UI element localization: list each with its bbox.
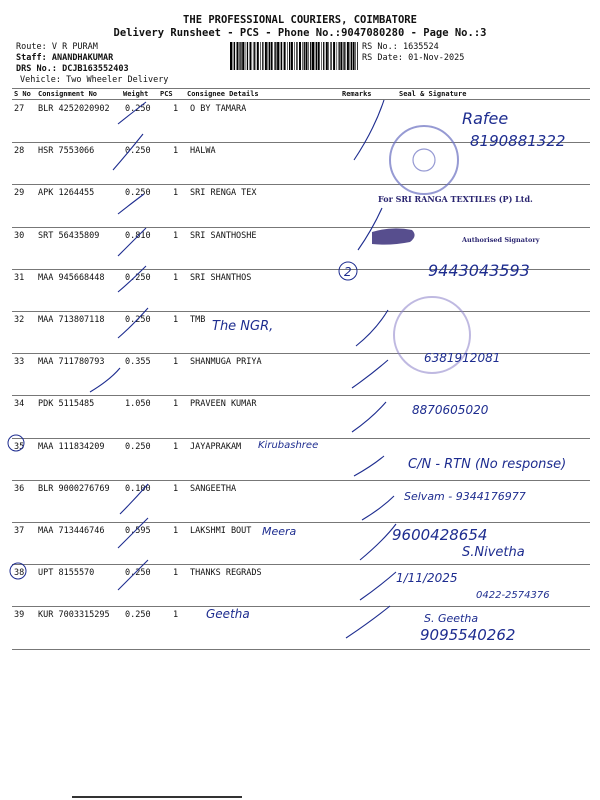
cell-cno: MAA 711780793 — [38, 357, 105, 368]
cell-pcs: 1 — [173, 610, 179, 621]
barcode-bar — [315, 42, 316, 70]
barcode-bar — [265, 42, 267, 70]
table-row — [12, 522, 590, 564]
cell-wt: 0.250 — [125, 568, 151, 579]
barcode-bar — [316, 42, 317, 70]
barcode-bar — [291, 42, 293, 70]
cell-pcs: 1 — [173, 272, 179, 283]
barcode-bar — [275, 42, 276, 70]
barcode-bar — [239, 42, 240, 70]
row-38-date: 1/11/2025 — [396, 571, 458, 585]
cell-wt: 0.355 — [125, 357, 151, 368]
rs-no-label: RS No.: — [362, 42, 398, 52]
row-31-remark: 2 — [344, 265, 352, 279]
barcode-bar — [269, 42, 270, 70]
cell-pcs: 1 — [173, 441, 179, 452]
row-39-phone: 9095540262 — [420, 626, 516, 644]
cell-sno: 35 — [14, 441, 25, 452]
cell-pcs: 1 — [173, 399, 179, 410]
cell-pcs: 1 — [173, 483, 179, 494]
row-36-signature-phone: Selvam - 9344176977 — [404, 490, 526, 503]
row-33-phone: 6381912081 — [424, 351, 501, 365]
cell-name: SRI RENGA TEX — [190, 188, 257, 199]
cell-sno: 31 — [14, 272, 25, 283]
cell-wt: 0.250 — [125, 272, 151, 283]
barcode-bar — [337, 42, 338, 70]
cell-wt: 0.250 — [125, 610, 151, 621]
barcode-bar — [328, 42, 329, 70]
cell-wt: 0.250 — [125, 315, 151, 325]
cell-name: SHANMUGA PRIYA — [190, 357, 262, 368]
cell-wt: 0.250 — [125, 441, 151, 452]
cell-sno: 32 — [14, 315, 25, 325]
cell-cno: MAA 713446746 — [38, 526, 105, 536]
staff-value: ANANDHAKUMAR — [51, 53, 114, 63]
barcode-bar — [344, 42, 345, 70]
barcode-bar — [355, 42, 356, 70]
col-consignee: Consignee Details — [187, 90, 259, 98]
barcode-bar — [351, 42, 352, 70]
cell-name: HALWA — [190, 146, 216, 157]
barcode-bar — [310, 42, 311, 70]
table-row — [12, 227, 590, 269]
cell-sno: 29 — [14, 188, 25, 199]
route-label: Route: — [16, 42, 47, 52]
barcode-bar — [242, 42, 244, 70]
row-34-phone: 8870605020 — [412, 403, 489, 417]
row-30-authorised-stamp: Authorised Signatory — [462, 236, 540, 244]
row-37-signature: S.Nivetha — [462, 545, 525, 560]
row-37-handwritten-name: Meera — [262, 525, 297, 538]
cell-sno: 28 — [14, 146, 25, 157]
barcode-bar — [330, 42, 331, 70]
barcode-bar — [247, 42, 248, 70]
cell-pcs: 1 — [173, 357, 179, 368]
row-39-handwritten-name: Geetha — [206, 607, 250, 621]
cell-pcs: 1 — [173, 104, 179, 114]
drs-label: DRS No.: — [16, 64, 57, 74]
table-row — [12, 100, 590, 142]
cell-wt: 0.250 — [125, 146, 151, 157]
vehicle-label: Vehicle: — [20, 75, 61, 85]
cell-cno: KUR 7003315295 — [38, 610, 110, 621]
row-35-handwritten-name: Kirubashree — [258, 440, 319, 451]
cell-sno: 34 — [14, 399, 25, 410]
barcode-bar — [333, 42, 335, 70]
barcode-bar — [323, 42, 324, 70]
table-row — [12, 438, 590, 480]
barcode-bar — [230, 42, 232, 70]
cell-cno: UPT 8155570 — [38, 568, 95, 579]
barcode-bar — [250, 42, 252, 70]
table-header — [12, 89, 590, 99]
drs-value: DCJB163552403 — [62, 64, 129, 74]
cell-wt: 1.050 — [125, 399, 151, 410]
barcode-bar — [308, 42, 309, 70]
cell-wt: 0.810 — [125, 230, 151, 241]
cell-cno: SRT 56435809 — [38, 230, 100, 241]
runsheet-title: Delivery Runsheet - PCS - Phone No.:9047080280 - Page No.:3 — [113, 27, 487, 39]
vehicle-value: Two Wheeler Delivery — [66, 75, 169, 85]
cell-cno: BLR 9000276769 — [38, 483, 110, 494]
row-27-phone: 8190881322 — [470, 132, 566, 150]
row-39-signature: S. Geetha — [424, 612, 479, 625]
row-35-remark: C/N - RTN (No response) — [408, 457, 567, 472]
rs-date-line — [362, 53, 464, 63]
cell-name: SRI SHANTHOS — [190, 272, 252, 283]
barcode-bar — [240, 42, 241, 70]
route-line — [16, 42, 98, 52]
table-row — [12, 564, 590, 606]
barcode-bar — [262, 42, 263, 70]
cell-cno: HSR 7553066 — [38, 146, 95, 157]
barcode-bar — [343, 42, 344, 70]
cell-pcs: 1 — [173, 188, 179, 199]
col-remarks: Remarks — [342, 90, 372, 98]
barcode-bar — [257, 42, 259, 70]
barcode-bar — [339, 42, 340, 70]
barcode-bar — [254, 42, 255, 70]
cell-sno: 30 — [14, 230, 25, 241]
row-37-phone: 9600428654 — [392, 526, 488, 544]
cell-name: THANKS REGRADS — [190, 568, 262, 579]
barcode-bar — [321, 42, 322, 70]
barcode-bar — [294, 42, 295, 70]
cell-name: PRAVEEN KUMAR — [190, 399, 257, 410]
cell-cno: PDK 5115485 — [38, 399, 95, 410]
barcode-bar — [234, 42, 235, 70]
route-value: V R PURAM — [51, 42, 98, 52]
barcode-bar — [326, 42, 328, 70]
barcode-bar — [287, 42, 288, 70]
barcode-bar — [284, 42, 286, 70]
barcode-bar — [260, 42, 261, 70]
cell-name: SRI SANTHOSHE — [190, 230, 257, 241]
cell-sno: 39 — [14, 610, 25, 621]
cell-pcs: 1 — [173, 568, 179, 579]
cell-name: O BY TAMARA — [190, 104, 247, 114]
cell-sno: 37 — [14, 526, 25, 536]
cell-wt: 0.250 — [125, 188, 151, 199]
barcode-bar — [281, 42, 282, 70]
table-row — [12, 269, 590, 311]
cell-sno: 36 — [14, 483, 25, 494]
cell-cno: MAA 945668448 — [38, 272, 105, 283]
cell-wt: 0.595 — [125, 526, 151, 536]
row-divider — [12, 649, 590, 650]
table-row — [12, 480, 590, 522]
barcode-bar — [233, 42, 234, 70]
cell-wt: 0.100 — [125, 483, 151, 494]
table-row — [12, 606, 590, 648]
cell-pcs: 1 — [173, 315, 179, 325]
table-row — [12, 184, 590, 226]
cell-name: JAYAPRAKAM — [190, 441, 242, 452]
cell-cno: BLR 4252020902 — [38, 104, 110, 114]
vehicle-line — [20, 75, 168, 85]
barcode-bar — [277, 42, 279, 70]
cell-cno: APK 1264455 — [38, 188, 95, 199]
col-seal: Seal & Signature — [399, 90, 467, 98]
drs-line — [16, 64, 129, 74]
barcode-bar — [245, 42, 246, 70]
rs-date-label: RS Date: — [362, 53, 403, 63]
barcode-bar — [357, 42, 358, 70]
barcode-bar — [350, 42, 351, 70]
cell-pcs: 1 — [173, 230, 179, 241]
barcode-bar — [274, 42, 275, 70]
table-row — [12, 142, 590, 184]
bottom-rule — [72, 796, 242, 798]
barcode-bar — [299, 42, 301, 70]
barcode-bar — [312, 42, 314, 70]
row-38-phone: 0422-2574376 — [476, 590, 550, 601]
barcode-bar — [280, 42, 281, 70]
rs-no-value: 1635524 — [402, 42, 439, 52]
row-29-company-stamp: For SRI RANGA TEXTILES (P) Ltd. — [378, 194, 533, 204]
barcode-bar — [253, 42, 254, 70]
cell-sno: 27 — [14, 104, 25, 114]
row-31-phone: 9443043593 — [428, 261, 530, 280]
row-32-handwritten-name: The NGR, — [212, 319, 274, 334]
cell-sno: 38 — [14, 568, 25, 579]
barcode-bar — [306, 42, 308, 70]
cell-cno: MAA 713807118 — [38, 315, 105, 325]
staff-label: Staff: — [16, 53, 47, 63]
cell-pcs: 1 — [173, 526, 179, 536]
cell-cno: MAA 111834209 — [38, 441, 105, 452]
table-row — [12, 353, 590, 395]
barcode-bar — [237, 42, 239, 70]
table-row — [12, 311, 590, 353]
row-27-signature: Rafee — [462, 109, 509, 128]
barcode-bar — [296, 42, 297, 70]
rs-date-value: 01-Nov-2025 — [408, 53, 465, 63]
company-name: THE PROFESSIONAL COURIERS, COIMBATORE — [183, 14, 417, 26]
rs-no-line — [362, 42, 439, 52]
barcode-bar — [304, 42, 305, 70]
barcode-bar — [340, 42, 342, 70]
cell-name: TMB — [190, 315, 206, 325]
barcode-bar — [289, 42, 290, 70]
barcode-image — [230, 42, 358, 70]
cell-name: SANGEETHA — [190, 483, 237, 494]
barcode-bar — [302, 42, 303, 70]
barcode-bar — [268, 42, 269, 70]
cell-name: LAKSHMI BOUT — [190, 526, 252, 536]
col-pcs: PCS — [160, 90, 173, 98]
col-consignment: Consignment No — [38, 90, 98, 98]
barcode-bar — [318, 42, 320, 70]
cell-pcs: 1 — [173, 146, 179, 157]
table-row — [12, 395, 590, 437]
barcode-bar — [347, 42, 349, 70]
cell-wt: 0.250 — [125, 104, 151, 114]
col-weight: Weight — [123, 90, 149, 98]
col-sno: S No — [14, 90, 31, 98]
barcode-bar — [353, 42, 355, 70]
cell-sno: 33 — [14, 357, 25, 368]
barcode-bar — [271, 42, 273, 70]
staff-line — [16, 53, 113, 63]
